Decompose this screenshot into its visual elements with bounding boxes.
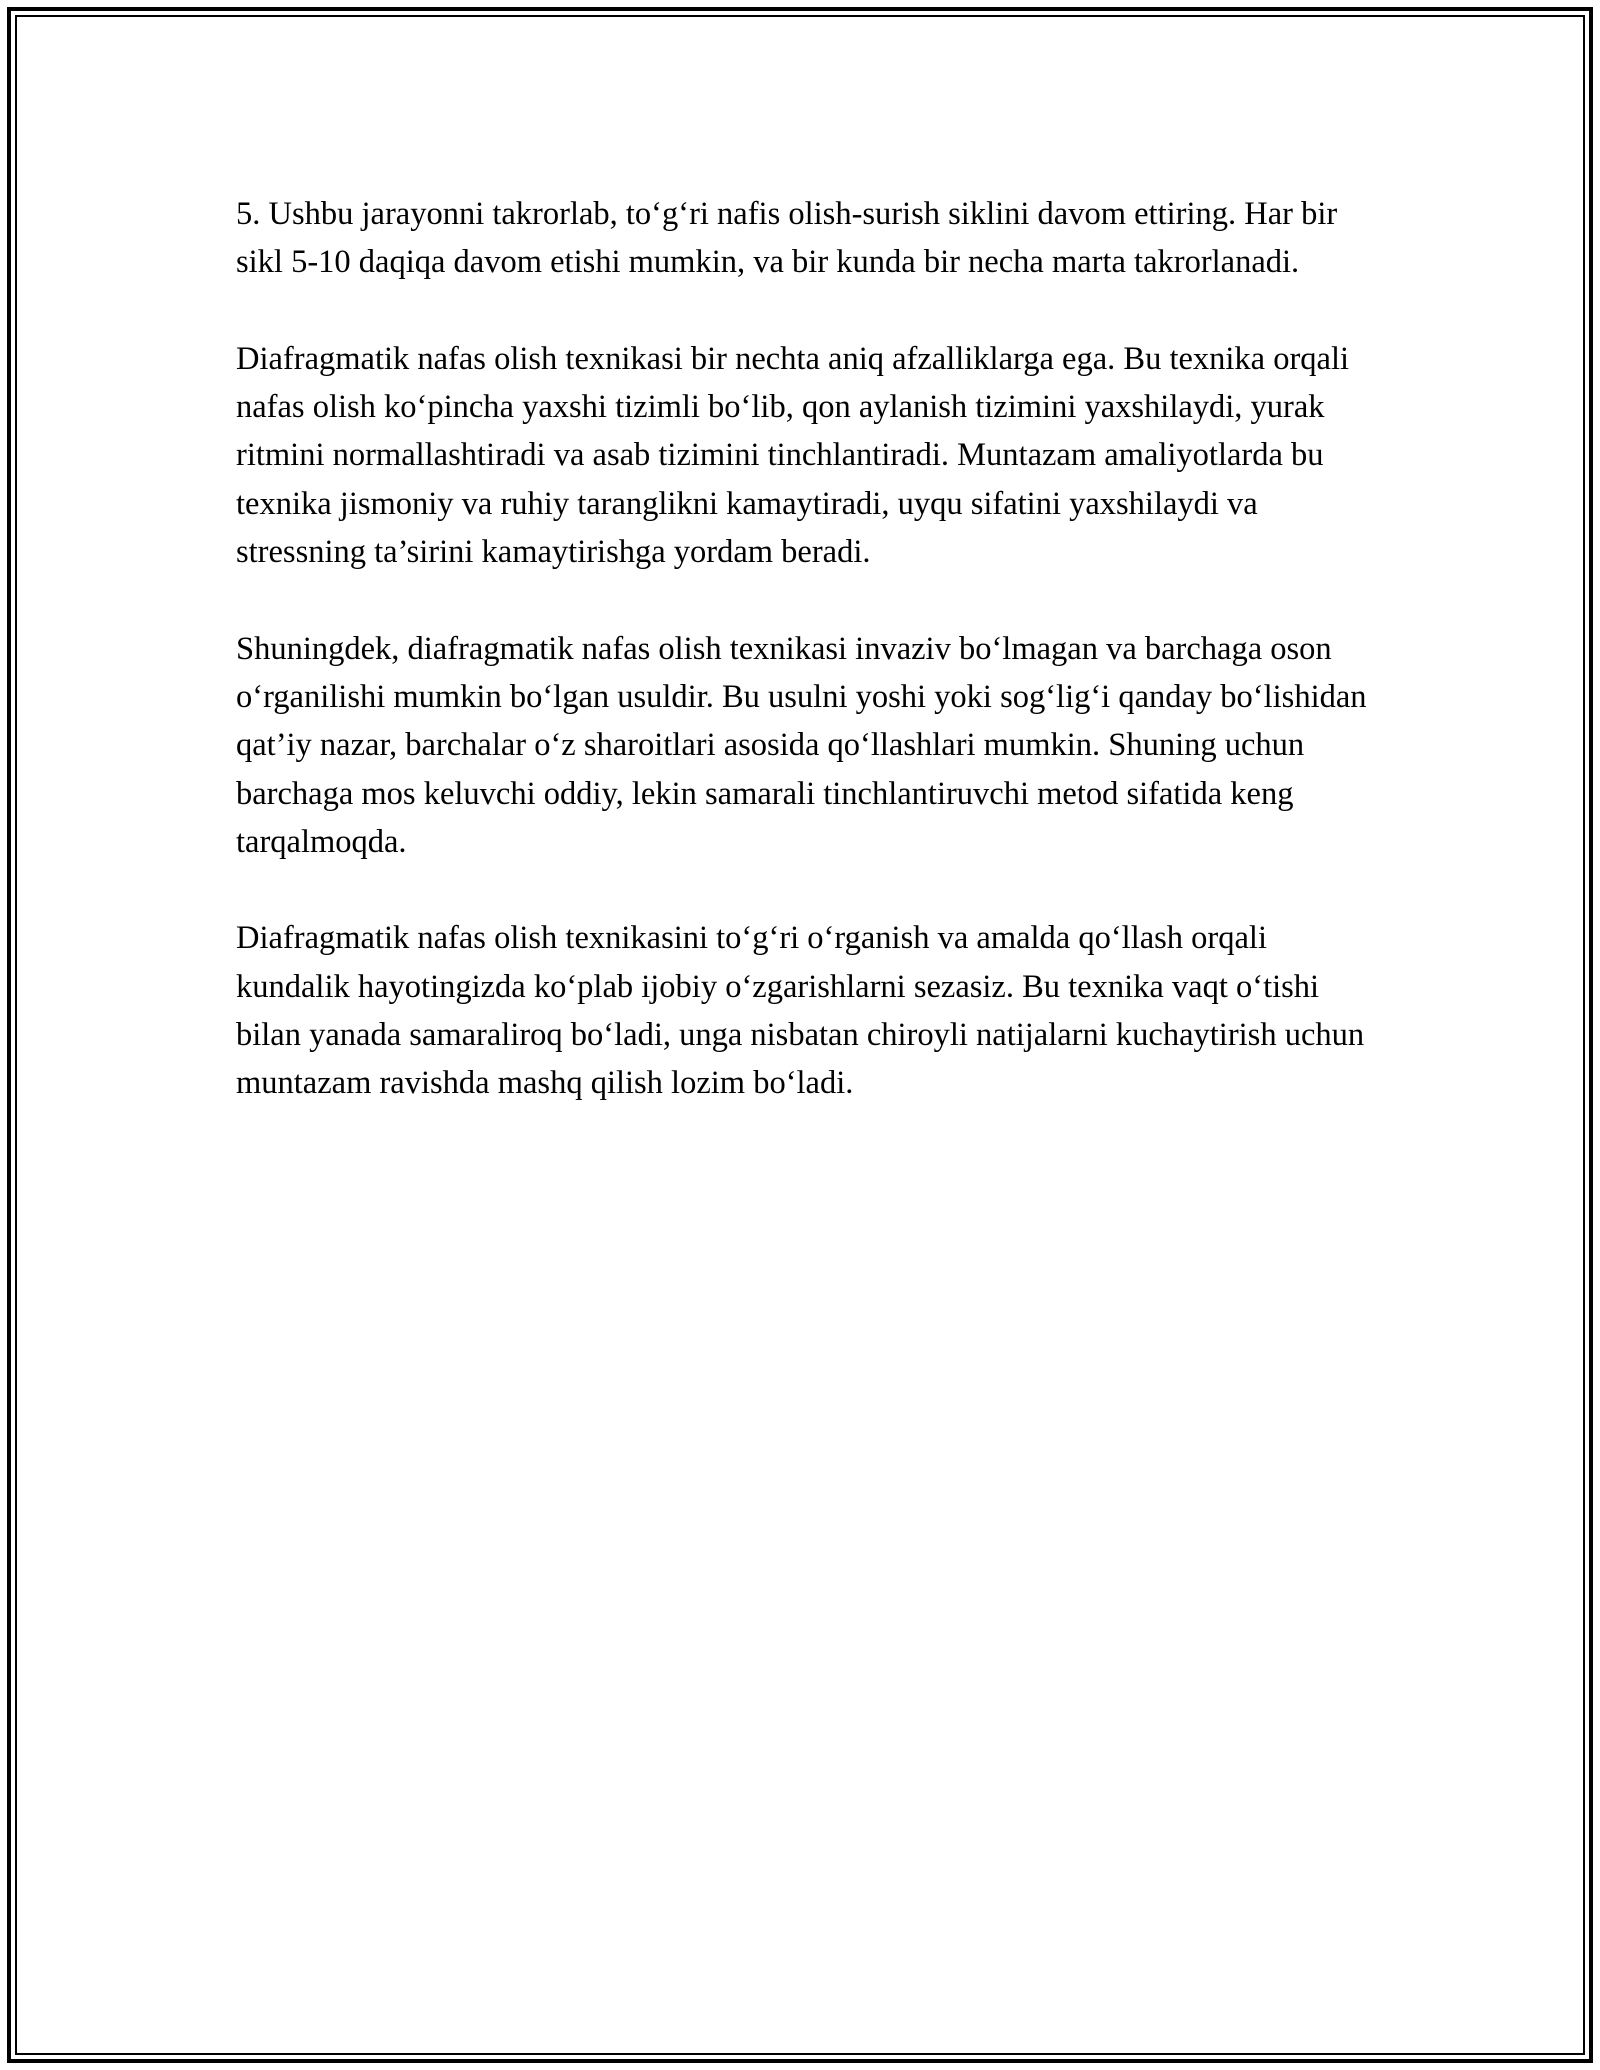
document-body [236,190,1376,1156]
paragraph-step-5: 5. Ushbu jarayonni takrorlab, to‘g‘ri nafis olish-surish siklini davom ettiring. Har bir sikl 5-10 daqiqa davom etishi mumkin, va bir kunda bir necha marta takrorlanadi. [236,196,1338,281]
paragraph-conclusion: Diafragmatik nafas olish texnikasini to‘g‘ri o‘rganish va amalda qo‘llash orqali kundalik hayotingizda ko‘plab ijobiy o‘zgarishlarni sezasiz. Bu texnika vaqt o‘tishi bilan yanada samaraliroq bo‘ladi, unga nisbatan chiroyli natijalarni kuchaytirish uchun muntazam ravishda mashq qilish lozim bo‘ladi. [236,920,1365,1102]
paragraph-benefits: Diafragmatik nafas olish texnikasi bir nechta aniq afzalliklarga ega. Bu texnika orqali nafas olish ko‘pincha yaxshi tizimli bo‘lib, qon aylanish tizimini yaxshilaydi, yurak ritmini normallashtiradi va asab tizimini tinchlantiradi. Muntazam amaliyotlarda bu texnika jismoniy va ruhiy taranglikni kamaytiradi, uyqu sifatini yaxshilaydi va stressning ta’sirini kamaytirishga yordam beradi. [236,340,1350,571]
paragraph-accessibility: Shuningdek, diafragmatik nafas olish texnikasi invaziv bo‘lmagan va barchaga oson o‘rganilishi mumkin bo‘lgan usuldir. Bu usulni yoshi yoki sog‘lig‘i qanday bo‘lishidan qat’iy nazar, barchalar o‘z sharoitlari asosida qo‘llashlari mumkin. Shuning uchun barchaga mos keluvchi oddiy, lekin samarali tinchlantiruvchi metod sifatida keng tarqalmoqda. [236,630,1367,860]
